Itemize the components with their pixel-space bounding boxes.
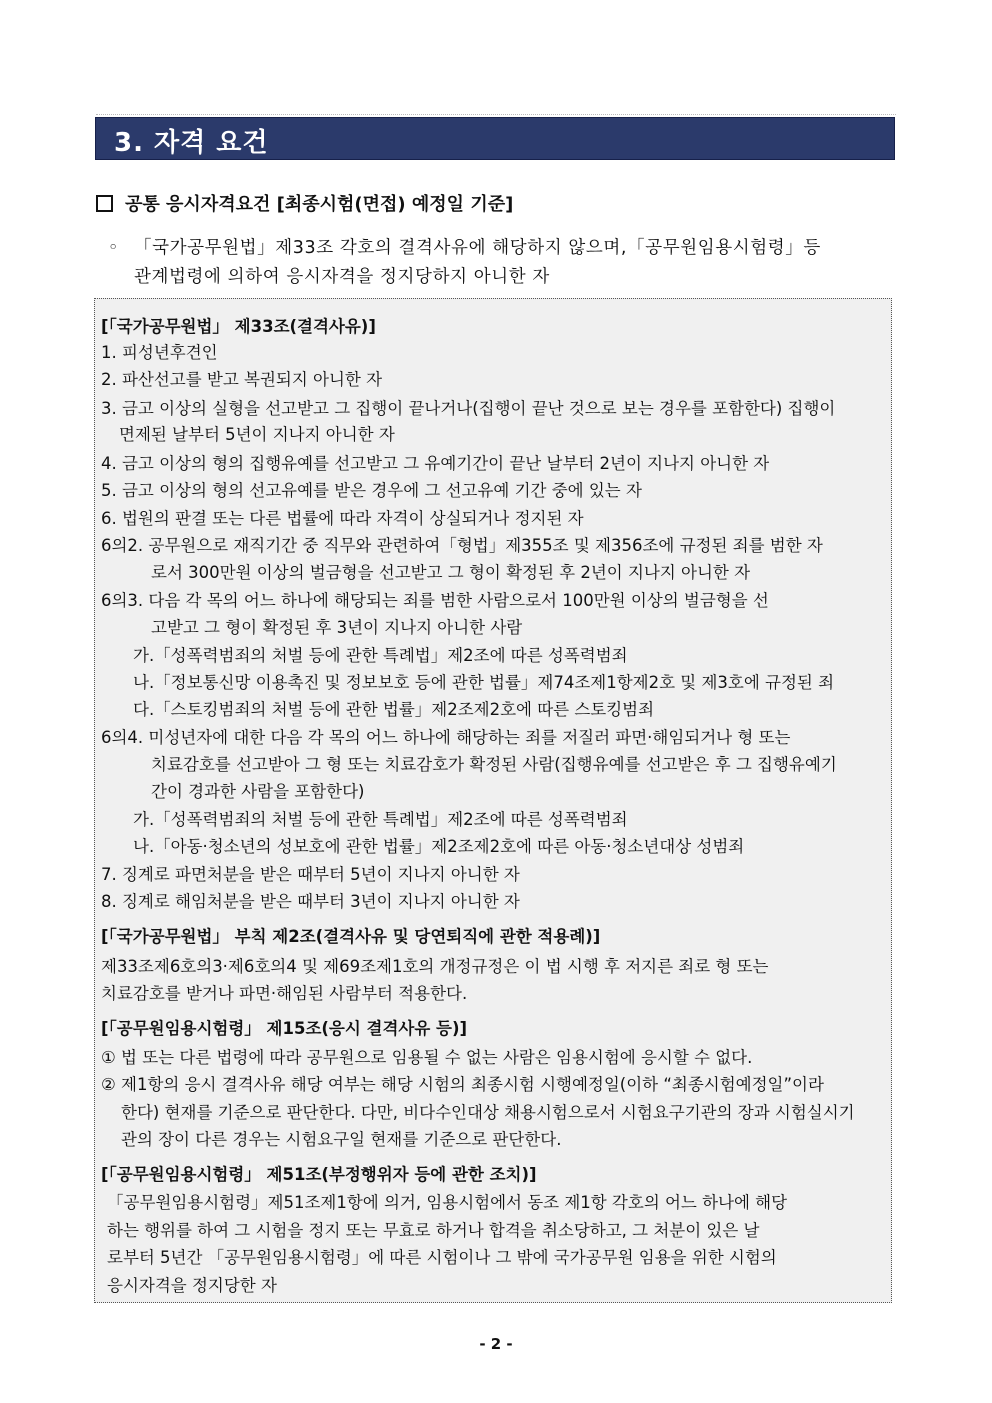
law-line: 6. 법원의 판결 또는 다른 법률에 따라 자격이 상실되거나 정지된 자 [101,509,584,528]
law-heading: [「공무원임용시험령」 제15조(응시 결격사유 등)] [101,1019,468,1038]
law-line: 나.「정보통신망 이용촉진 및 정보보호 등에 관한 법률」제74조제1항제2호 및 제3호에 규정된 죄 [133,673,835,692]
bullet-line: 「국가공무원법」제33조 각호의 결격사유에 해당하지 않으며,「공무원임용시험령」등 [134,238,821,258]
law-line: 면제된 날부터 5년이 지나지 아니한 자 [119,425,395,444]
law-line: 6의2. 공무원으로 재직기간 중 직무와 관련하여「형법」제355조 및 제356조에 규정된 죄를 범한 자 [101,536,823,555]
law-line: 6의4. 미성년자에 대한 다음 각 목의 어느 하나에 해당하는 죄를 저질러 파면·해임되거나 형 또는 [101,728,791,747]
bullet-circle-icon: ◦ [108,238,119,258]
law-line: 한다) 현재를 기준으로 판단한다. 다만, 비다수인대상 채용시험으로서 시험요구기관의 장과 시험실시기 [121,1103,855,1122]
criteria-title: 공통 응시자격요건 [최종시험(면접) 예정일 기준] [125,194,514,215]
law-excerpt-box [94,298,892,1303]
section-title: 3. 자격 요건 [114,128,269,158]
law-line: 로서 300만원 이상의 벌금형을 선고받고 그 형이 확정된 후 2년이 지나지 아니한 자 [151,563,751,582]
law-line: 관의 장이 다른 경우는 시험요구일 현재를 기준으로 판단한다. [121,1130,562,1149]
top-divider [96,114,896,115]
law-line: 다.「스토킹범죄의 처벌 등에 관한 법률」제2조제2호에 따른 스토킹범죄 [133,700,655,719]
law-line: ② 제1항의 응시 결격사유 해당 여부는 해당 시험의 최종시험 시행예정일(이하 “최종시험예정일”이라 [101,1075,824,1094]
law-line: 하는 행위를 하여 그 시험을 정지 또는 무효로 하거나 합격을 취소당하고, 그 처분이 있은 날 [107,1221,760,1240]
law-line: 7. 징계로 파면처분을 받은 때부터 5년이 지나지 아니한 자 [101,865,520,884]
page-number: - 2 - [479,1335,513,1353]
law-heading: [「국가공무원법」 부칙 제2조(결격사유 및 당연퇴직에 관한 적용례)] [101,927,601,946]
law-line: 간이 경과한 사람을 포함한다) [151,782,365,801]
law-line: 나.「아동·청소년의 성보호에 관한 법률」제2조제2호에 따른 아동·청소년대상 성범죄 [133,837,745,856]
law-line: 가.「성폭력범죄의 처벌 등에 관한 특례법」제2조에 따른 성폭력범죄 [133,646,628,665]
checkbox-square-icon [96,195,113,212]
section-header [95,117,895,160]
law-line: 응시자격을 정지당한 자 [107,1276,277,1295]
law-heading: [「공무원임용시험령」 제51조(부정행위자 등에 관한 조치)] [101,1165,537,1184]
law-line: 6의3. 다음 각 목의 어느 하나에 해당되는 죄를 범한 사람으로서 100만원 이상의 벌금형을 선 [101,591,769,610]
law-line: 고받고 그 형이 확정된 후 3년이 지나지 아니한 사람 [151,618,523,637]
law-heading: [「국가공무원법」 제33조(결격사유)] [101,317,376,336]
criteria-heading [96,190,513,216]
bullet-line: 관계법령에 의하여 응시자격을 정지당하지 아니한 자 [134,267,550,287]
law-line: ① 법 또는 다른 법령에 따라 공무원으로 임용될 수 없는 사람은 임용시험에 응시할 수 없다. [101,1048,753,1067]
law-line: 3. 금고 이상의 실형을 선고받고 그 집행이 끝나거나(집행이 끝난 것으로 보는 경우를 포함한다) 집행이 [101,399,836,418]
law-line: 4. 금고 이상의 형의 집행유예를 선고받고 그 유예기간이 끝난 날부터 2년이 지나지 아니한 자 [101,454,770,473]
law-line: 5. 금고 이상의 형의 선고유예를 받은 경우에 그 선고유예 기간 중에 있는 자 [101,481,642,500]
law-line: 1. 피성년후견인 [101,343,218,362]
law-line: 로부터 5년간 「공무원임용시험령」에 따른 시험이나 그 밖에 국가공무원 임용을 위한 시험의 [107,1248,777,1267]
law-line: 8. 징계로 해임처분을 받은 때부터 3년이 지나지 아니한 자 [101,892,520,911]
law-line: 2. 파산선고를 받고 복권되지 아니한 자 [101,370,383,389]
law-line: 치료감호를 선고받아 그 형 또는 치료감호가 확정된 사람(집행유예를 선고받은 후 그 집행유예기 [151,755,837,774]
law-line: 제33조제6호의3·제6호의4 및 제69조제1호의 개정규정은 이 법 시행 후 저지른 죄로 형 또는 [101,957,769,976]
law-line: 가.「성폭력범죄의 처벌 등에 관한 특례법」제2조에 따른 성폭력범죄 [133,810,628,829]
law-line: 「공무원임용시험령」제51조제1항에 의거, 임용시험에서 동조 제1항 각호의 어느 하나에 해당 [107,1193,788,1212]
law-line: 치료감호를 받거나 파면·해임된 사람부터 적용한다. [101,984,468,1003]
